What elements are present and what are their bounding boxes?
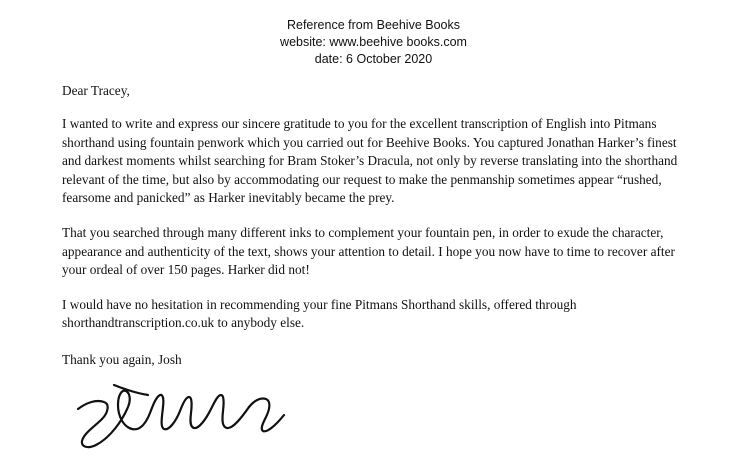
closing-line: Thank you again, Josh [62, 351, 182, 367]
paragraph-2: That you searched through many different inks to complement your fountain pen, in order to exude the character, appearance and authenticity of the text, shows your attention to detail. I hope you now have to time to recover after your ordeal of over 150 pages. Harker did not! [62, 224, 675, 278]
paragraph-3: I would have no hesitation in recommending your fine Pitmans Shorthand skills, offered through shorthandtranscription.co.uk to anybody else. [62, 296, 577, 331]
letterhead-title: Reference from Beehive Books [286, 18, 460, 32]
paragraph-1: I wanted to write and express our sincere gratitude to you for the excellent transcription of English into Pitmans shorthand using fountain penwork which you carried out for Beehive Books. You captured Jonathan Harker’s finest and darkest moments whilst searching for Bram Stoker’s Dracula, not only by reverse translating into the shorthand relevant of the time, but also by accommodating our request to make the penmanship sometimes appear “rushed, fearsome and panicked” as Harker inevitably became the prey. [62, 116, 678, 206]
signature-icon [70, 375, 310, 455]
salutation: Dear Tracey, [62, 83, 130, 98]
letterhead-date: date: 6 October 2020 [314, 52, 433, 66]
letter-body [0, 82, 747, 465]
letterhead-website: website: www.beehive books.com [280, 35, 467, 49]
signature [62, 375, 687, 465]
letterhead [0, 0, 747, 68]
